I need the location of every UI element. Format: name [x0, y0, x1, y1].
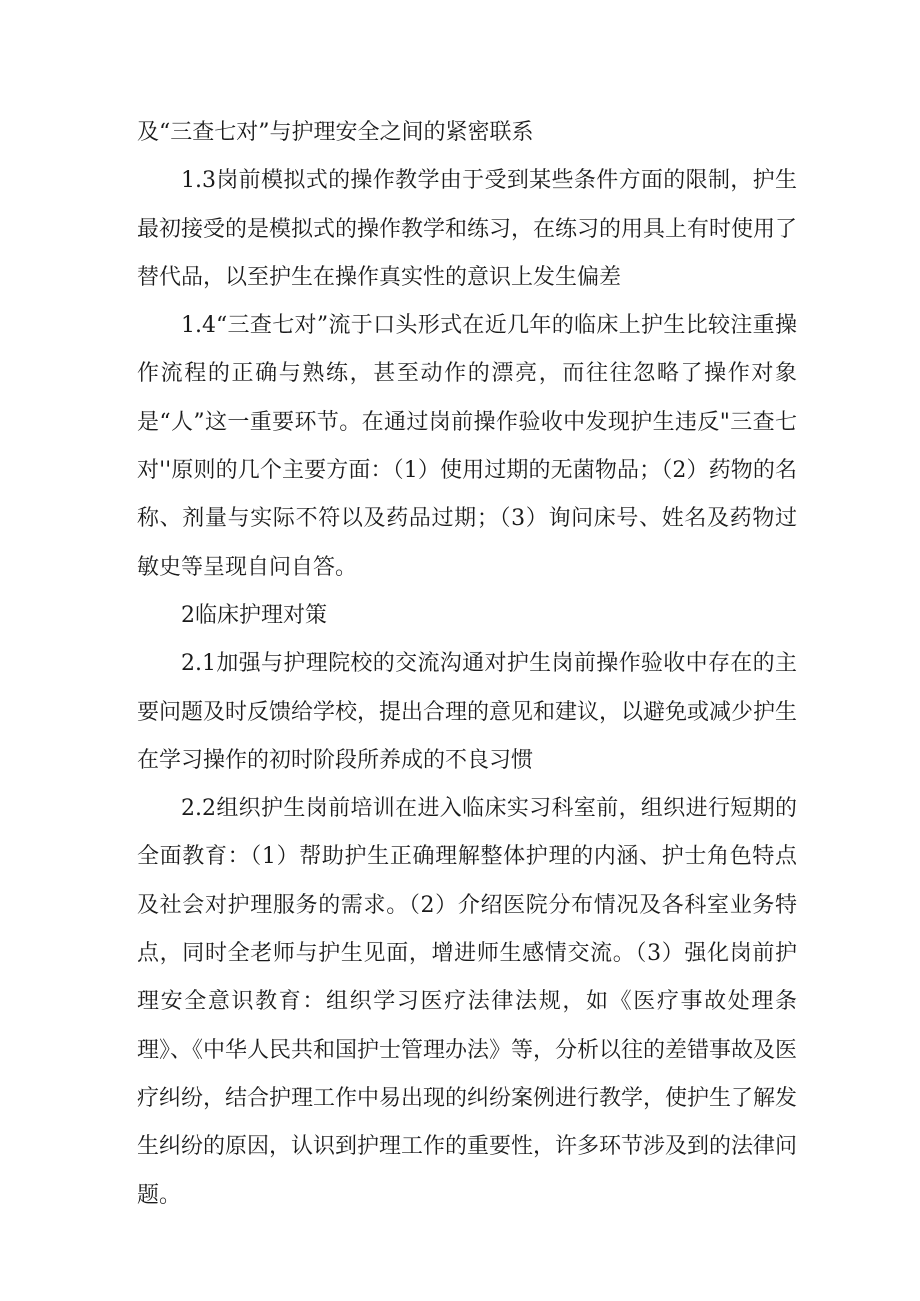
paragraph-2-1: 2.1加强与护理院校的交流沟通对护生岗前操作验收中存在的主要问题及时反馈给学校，提出合理的意见和建议，以避免或减少护生在学习操作的初时阶段所养成的不良习惯	[137, 651, 798, 773]
paragraph-1-3: 1.3岗前模拟式的操作教学由于受到某些条件方面的限制，护生最初接受的是模拟式的操作教学和练习，在练习的用具上有时使用了替代品，以至护生在操作真实性的意识上发生偏差	[137, 168, 798, 290]
paragraph-2-2: 2.2组织护生岗前培训在进入临床实习科室前，组织进行短期的全面教育：（1）帮助护生正确理解整体护理的内涵、护士角色特点及社会对护理服务的需求。（2）介绍医院分布情况及各科室业务特点，同时全老师与护生见面，增进师生感情交流。（3）强化岗前护理安全意识教育：组织学习医疗法律法规，如《医疗事故处理条理》、《中华人民共和国护士管理办法》等，分析以往的差错事故及医疗纠纷，结合护理工作中易出现的纠纷案例进行教学，使护生了解发生纠纷的原因，认识到护理工作的重要性，许多环节涉及到的法律问题。	[137, 796, 798, 1208]
paragraph-1-4: 1.4“三查七对”流于口头形式在近几年的临床上护生比较注重操作流程的正确与熟练，甚至动作的漂亮，而往往忽略了操作对象是“人”这一重要环节。在通过岗前操作验收中发现护生违反"三查七对''原则的几个主要方面：（1）使用过期的无菌物品；（2）药物的名称、剂量与实际不符以及药品过期；（3）询问床号、姓名及药物过敏史等呈现自问自答。	[137, 313, 797, 580]
document-body	[137, 109, 797, 1220]
section-heading-2: 2临床护理对策	[181, 602, 327, 628]
paragraph-continuation: 及“三查七对”与护理安全之间的紧密联系	[137, 120, 534, 145]
